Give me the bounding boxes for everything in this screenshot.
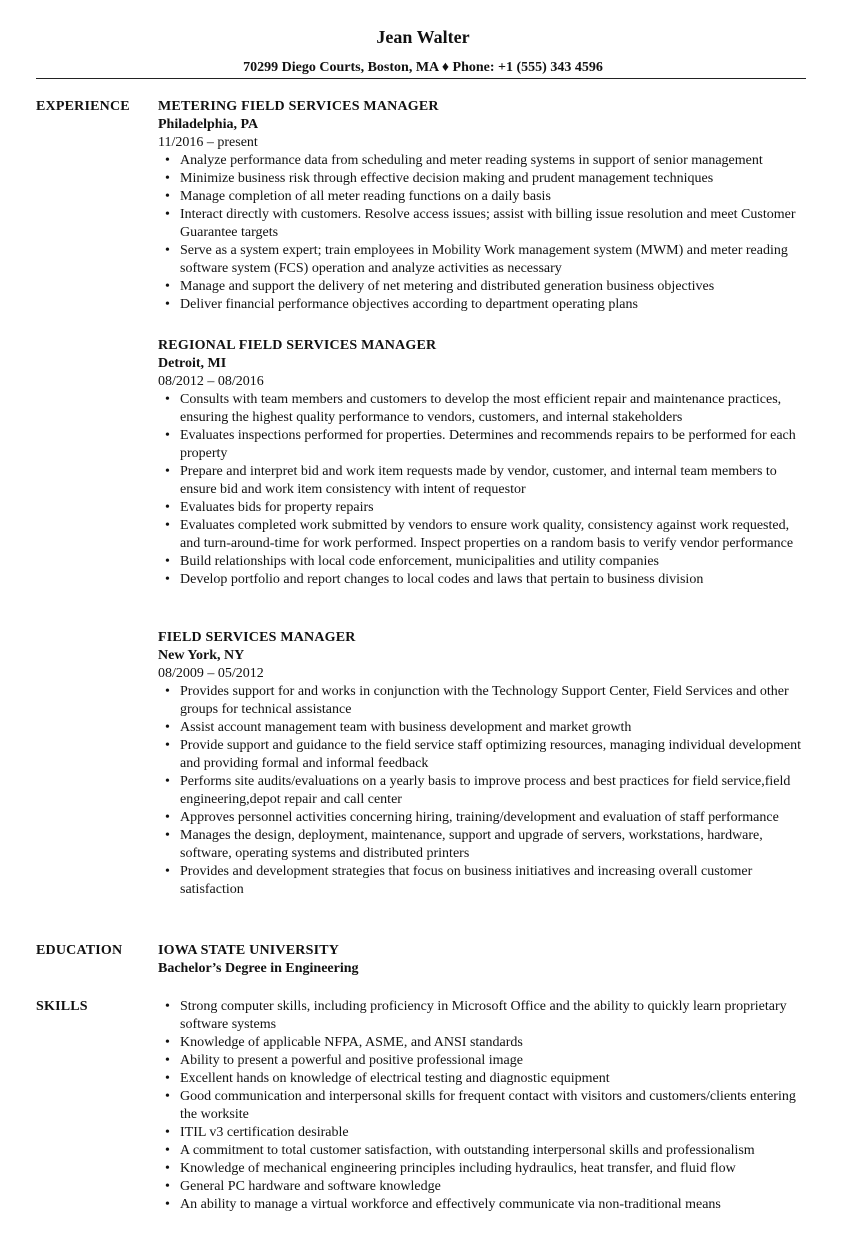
bullet-item: • Serve as a system expert; train employees in Mobility Work management system (MWM) and meter reading software system (FCS) operation and analyze activities as necessary bbox=[180, 242, 808, 278]
skill-item: • A commitment to total customer satisfaction, with outstanding interpersonal skills and professionalism bbox=[180, 1142, 808, 1160]
bullet-item: • Analyze performance data from scheduling and meter reading systems in support of senior management bbox=[180, 152, 808, 170]
job-bullets bbox=[158, 152, 808, 314]
bullet-item: • Performs site audits/evaluations on a yearly basis to improve process and best practices for field service,field engineering,depot repair and call center bbox=[180, 773, 808, 809]
job-bullets bbox=[158, 391, 808, 589]
job-title: METERING FIELD SERVICES MANAGER bbox=[158, 99, 439, 114]
contact-line: 70299 Diego Courts, Boston, MA ♦ Phone: +1 (555) 343 4596 bbox=[243, 60, 603, 75]
skills-list bbox=[158, 998, 808, 1214]
bullet-item: • Provide support and guidance to the field service staff optimizing resources, managing individual development and providing formal and informal feedback bbox=[180, 737, 808, 773]
job-title: FIELD SERVICES MANAGER bbox=[158, 630, 356, 645]
bullet-item: • Manage and support the delivery of net metering and distributed generation business objectives bbox=[180, 278, 808, 296]
job-dates: 08/2009 – 05/2012 bbox=[158, 666, 264, 681]
bullet-item: • Develop portfolio and report changes to local codes and laws that pertain to business division bbox=[180, 571, 808, 589]
education-entry bbox=[158, 942, 808, 978]
bullet-item: • Minimize business risk through effective decision making and prudent management techniques bbox=[180, 170, 808, 188]
skill-item: • Ability to present a powerful and positive professional image bbox=[180, 1052, 808, 1070]
section-label-skills: SKILLS bbox=[36, 999, 88, 1014]
header-divider bbox=[36, 78, 806, 79]
skill-item: • Strong computer skills, including proficiency in Microsoft Office and the ability to quickly learn proprietary software systems bbox=[180, 998, 808, 1034]
bullet-item: • Evaluates completed work submitted by vendors to ensure work quality, consistency against work requested, and turn-around-time for work performed. Inspect properties on a random basis to verify vendor performance bbox=[180, 517, 808, 553]
bullet-item: • Approves personnel activities concerning hiring, training/development and evaluation of staff performance bbox=[180, 809, 808, 827]
bullet-item: • Assist account management team with business development and market growth bbox=[180, 719, 808, 737]
skill-item: • An ability to manage a virtual workforce and effectively communicate via non-traditional means bbox=[180, 1196, 808, 1214]
skill-item: • ITIL v3 certification desirable bbox=[180, 1124, 808, 1142]
bullet-item: • Provides and development strategies that focus on business initiatives and increasing overall customer satisfaction bbox=[180, 863, 808, 899]
section-label-experience: EXPERIENCE bbox=[36, 99, 130, 114]
candidate-name: Jean Walter bbox=[376, 27, 470, 47]
section-label-education: EDUCATION bbox=[36, 943, 123, 958]
skill-item: • Knowledge of applicable NFPA, ASME, and ANSI standards bbox=[180, 1034, 808, 1052]
bullet-item: • Prepare and interpret bid and work item requests made by vendor, customer, and internal team members to ensure bid and work item consistency with intent of requestor bbox=[180, 463, 808, 499]
job-dates: 08/2012 – 08/2016 bbox=[158, 374, 264, 389]
school-name: IOWA STATE UNIVERSITY bbox=[158, 943, 340, 958]
degree: Bachelor’s Degree in Engineering bbox=[158, 961, 359, 976]
skill-item: • Knowledge of mechanical engineering principles including hydraulics, heat transfer, and fluid flow bbox=[180, 1160, 808, 1178]
bullet-item: • Deliver financial performance objectives according to department operating plans bbox=[180, 296, 808, 314]
job-bullets bbox=[158, 683, 808, 899]
job-location: New York, NY bbox=[158, 648, 245, 663]
skill-item: • Excellent hands on knowledge of electrical testing and diagnostic equipment bbox=[180, 1070, 808, 1088]
job-entry bbox=[158, 98, 808, 314]
job-location: Detroit, MI bbox=[158, 356, 227, 371]
job-location: Philadelphia, PA bbox=[158, 117, 259, 132]
bullet-item: • Manage completion of all meter reading functions on a daily basis bbox=[180, 188, 808, 206]
job-title: REGIONAL FIELD SERVICES MANAGER bbox=[158, 338, 437, 353]
bullet-item: • Evaluates inspections performed for properties. Determines and recommends repairs to be performed for each property bbox=[180, 427, 808, 463]
bullet-item: • Evaluates bids for property repairs bbox=[180, 499, 808, 517]
bullet-item: • Interact directly with customers. Resolve access issues; assist with billing issue resolution and meet Customer Guarantee targets bbox=[180, 206, 808, 242]
bullet-item: • Manages the design, deployment, maintenance, support and upgrade of servers, workstations, hardware, software, operating systems and distributed printers bbox=[180, 827, 808, 863]
job-entry bbox=[158, 337, 808, 589]
skills-entry bbox=[158, 998, 808, 1214]
job-dates: 11/2016 – present bbox=[158, 135, 258, 150]
job-entry bbox=[158, 629, 808, 899]
bullet-item: • Consults with team members and customers to develop the most efficient repair and maintenance practices, ensuring the highest quality performance to vendors, customers, and internal stakeholders bbox=[180, 391, 808, 427]
bullet-item: • Provides support for and works in conjunction with the Technology Support Center, Field Services and other groups for technical assistance bbox=[180, 683, 808, 719]
skill-item: • Good communication and interpersonal skills for frequent contact with visitors and customers/clients entering the worksite bbox=[180, 1088, 808, 1124]
skill-item: • General PC hardware and software knowledge bbox=[180, 1178, 808, 1196]
bullet-item: • Build relationships with local code enforcement, municipalities and utility companies bbox=[180, 553, 808, 571]
